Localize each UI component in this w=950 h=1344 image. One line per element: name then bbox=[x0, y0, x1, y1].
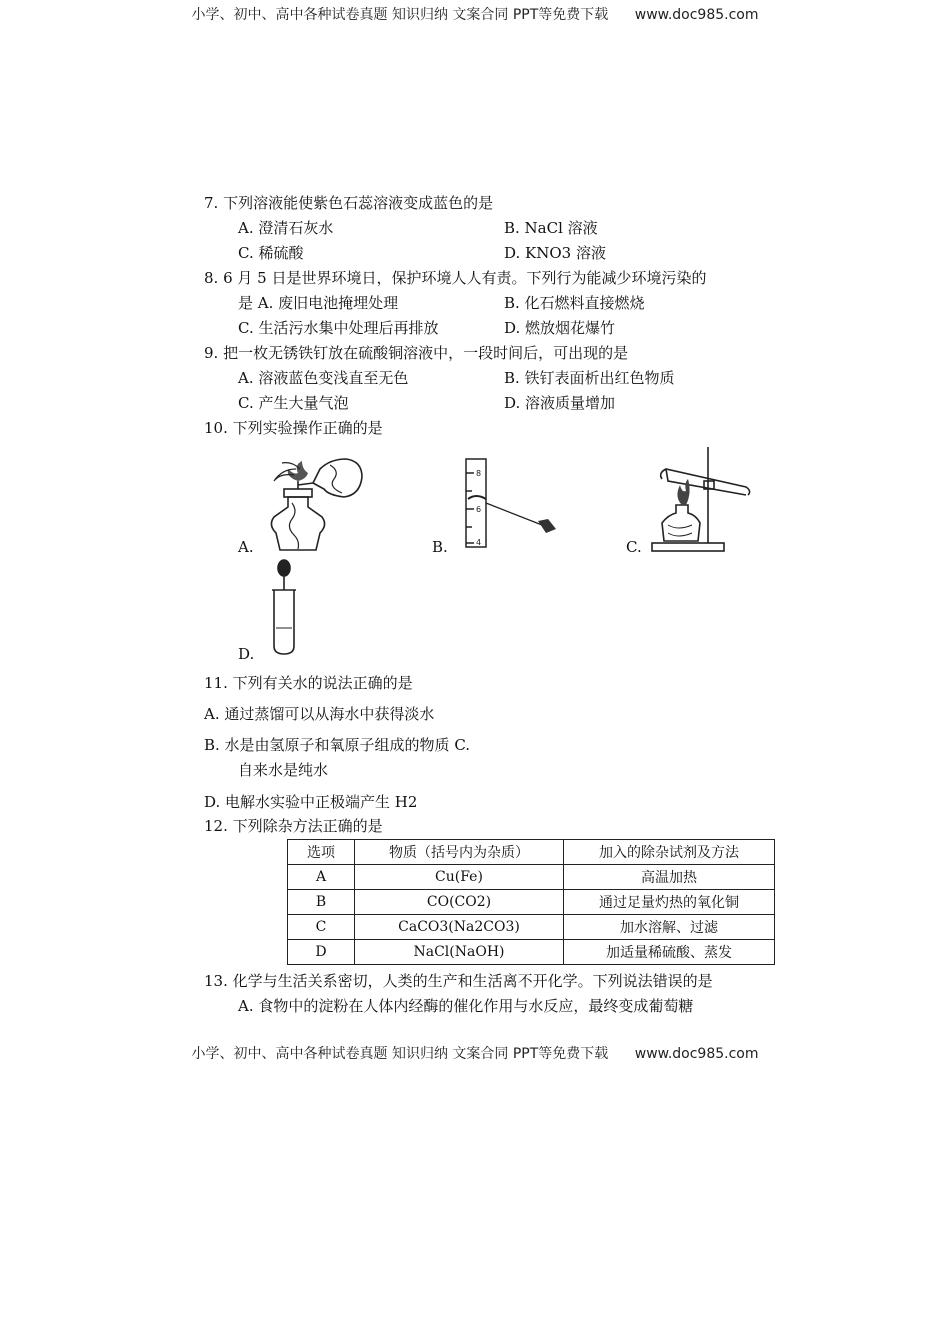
q8-option-d: D. 燃放烟花爆竹 bbox=[504, 319, 616, 337]
q11-option-b: B. 水是由氢原子和氧原子组成的物质 C. bbox=[204, 736, 471, 754]
svg-text:8: 8 bbox=[476, 469, 482, 478]
svg-text:4: 4 bbox=[476, 538, 482, 547]
table-cell: 加水溶解、过滤 bbox=[564, 915, 775, 940]
q12-stem: 12. 下列除杂方法正确的是 bbox=[204, 817, 383, 835]
figure-a-lamp-ignition bbox=[258, 455, 368, 557]
q13-stem: 13. 化学与生活关系密切，人类的生产和生活离不开化学。下列说法错误的是 bbox=[204, 972, 713, 990]
q9-stem: 9. 把一枚无锈铁钉放在硫酸铜溶液中，一段时间后，可出现的是 bbox=[204, 344, 629, 362]
q8-option-c: C. 生活污水集中处理后再排放 bbox=[238, 319, 439, 337]
q13-option-a: A. 食物中的淀粉在人体内经酶的催化作用与水反应，最终变成葡萄糖 bbox=[238, 997, 694, 1015]
q8-option-b: B. 化石燃料直接燃烧 bbox=[504, 294, 645, 312]
q11-stem: 11. 下列有关水的说法正确的是 bbox=[204, 674, 413, 692]
table-cell: 通过足量灼热的氧化铜 bbox=[564, 890, 775, 915]
q10-label-b: B. bbox=[432, 538, 448, 556]
page-footer bbox=[0, 1043, 950, 1063]
q7-option-b: B. NaCl 溶液 bbox=[504, 219, 598, 237]
table-cell: CO(CO2) bbox=[355, 890, 564, 915]
q7-option-d: D. KNO3 溶液 bbox=[504, 244, 606, 262]
table-cell: CaCO3(Na2CO3) bbox=[355, 915, 564, 940]
table-cell: 加适量稀硫酸、蒸发 bbox=[564, 940, 775, 965]
q8-option-a: 是 A. 废旧电池掩埋处理 bbox=[238, 294, 399, 312]
q7-stem: 7. 下列溶液能使紫色石蕊溶液变成蓝色的是 bbox=[204, 194, 494, 212]
table-cell: NaCl(NaOH) bbox=[355, 940, 564, 965]
svg-text:6: 6 bbox=[476, 505, 482, 514]
table-row bbox=[288, 915, 775, 940]
q11-option-d: D. 电解水实验中正极端产生 H2 bbox=[204, 793, 418, 811]
footer-site-link[interactable]: www.doc985.com bbox=[634, 1046, 759, 1062]
q7-option-a: A. 澄清石灰水 bbox=[238, 219, 334, 237]
q9-option-b: B. 铁钉表面析出红色物质 bbox=[504, 369, 675, 387]
q7-option-c: C. 稀硫酸 bbox=[238, 244, 304, 262]
table-row bbox=[288, 890, 775, 915]
q10-label-a: A. bbox=[238, 538, 254, 556]
q10-label-c: C. bbox=[626, 538, 642, 556]
footer-text: 小学、初中、高中各种试卷真题 知识归纳 文案合同 PPT等免费下载 bbox=[191, 1046, 609, 1062]
q9-option-d: D. 溶液质量增加 bbox=[504, 394, 616, 412]
header-site-link[interactable]: www.doc985.com bbox=[634, 7, 759, 23]
table-cell: C bbox=[288, 915, 355, 940]
table-row bbox=[288, 865, 775, 890]
table-cell: Cu(Fe) bbox=[355, 865, 564, 890]
q8-stem: 8. 6 月 5 日是世界环境日，保护环境人人有责。下列行为能减少环境污染的 bbox=[204, 269, 707, 287]
table-cell: B bbox=[288, 890, 355, 915]
q9-option-a: A. 溶液蓝色变浅直至无色 bbox=[238, 369, 409, 387]
header-text: 小学、初中、高中各种试卷真题 知识归纳 文案合同 PPT等免费下载 bbox=[191, 7, 609, 23]
q11-option-c: 自来水是纯水 bbox=[238, 761, 329, 779]
table-row bbox=[288, 940, 775, 965]
table-cell: A bbox=[288, 865, 355, 890]
table-cell: D bbox=[288, 940, 355, 965]
table-cell: 高温加热 bbox=[564, 865, 775, 890]
table-header: 物质（括号内为杂质） bbox=[355, 840, 564, 865]
page-header bbox=[0, 4, 950, 24]
figure-d-dropper-tube bbox=[266, 558, 302, 658]
table-header: 加入的除杂试剂及方法 bbox=[564, 840, 775, 865]
figure-b-cylinder-reading bbox=[460, 455, 560, 551]
q12-table bbox=[287, 839, 775, 965]
figure-c-heating-tube bbox=[648, 445, 758, 555]
q11-option-a: A. 通过蒸馏可以从海水中获得淡水 bbox=[204, 705, 435, 723]
q10-stem: 10. 下列实验操作正确的是 bbox=[204, 419, 383, 437]
table-header: 选项 bbox=[288, 840, 355, 865]
q9-option-c: C. 产生大量气泡 bbox=[238, 394, 349, 412]
q10-label-d: D. bbox=[238, 645, 255, 663]
table-header-row bbox=[288, 840, 775, 865]
